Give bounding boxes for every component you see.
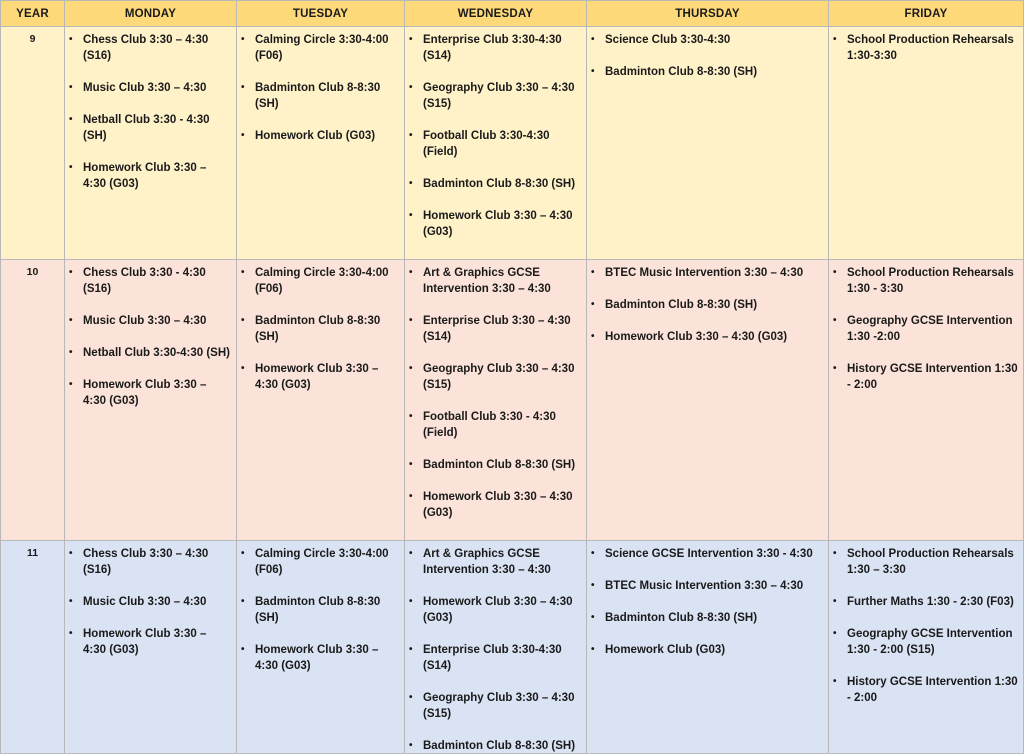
activity-item: • Science GCSE Intervention 3:30 - 4:30 (605, 546, 824, 562)
activity-cell-wednesday (405, 541, 587, 754)
activity-item: • Netball Club 3:30 - 4:30 (SH) (83, 112, 232, 144)
activity-item: • School Production Rehearsals 1:30 – 3:30 (847, 546, 1019, 578)
activity-item: • Badminton Club 8-8:30 (SH) (423, 176, 582, 192)
activity-item: • Football Club 3:30-4:30 (Field) (423, 128, 582, 160)
activity-item: • School Production Rehearsals 1:30 - 3:30 (847, 265, 1019, 297)
activity-cell-friday (829, 27, 1024, 260)
activity-item: • Further Maths 1:30 - 2:30 (F03) (847, 594, 1019, 610)
activity-cell-wednesday (405, 27, 587, 260)
activity-item: • Chess Club 3:30 – 4:30 (S16) (83, 32, 232, 64)
activity-item: • Homework Club 3:30 – 4:30 (G03) (605, 329, 824, 345)
activity-item: • Calming Circle 3:30-4:00 (F06) (255, 546, 400, 578)
activity-item: • Geography GCSE Intervention 1:30 -2:00 (847, 313, 1019, 345)
activity-item: • Badminton Club 8-8:30 (SH) (255, 313, 400, 345)
activity-cell-friday (829, 260, 1024, 541)
activity-item: • Enterprise Club 3:30-4:30 (S14) (423, 32, 582, 64)
activity-cell-monday (65, 27, 237, 260)
year-cell: 9 (0, 27, 65, 260)
activity-cell-monday (65, 260, 237, 541)
header-year: YEAR (0, 0, 65, 27)
activity-item: • Badminton Club 8-8:30 (SH) (423, 738, 582, 754)
activity-item: • Homework Club 3:30 – 4:30 (G03) (255, 361, 400, 393)
activity-cell-thursday (587, 27, 829, 260)
activity-item: • Badminton Club 8-8:30 (SH) (423, 457, 582, 473)
activity-list (829, 541, 1023, 706)
activity-item: • Badminton Club 8-8:30 (SH) (605, 610, 824, 626)
activity-list (587, 260, 828, 345)
activity-item: • Football Club 3:30 - 4:30 (Field) (423, 409, 582, 441)
activity-list (405, 541, 586, 754)
activity-cell-monday (65, 541, 237, 754)
activity-list (237, 541, 404, 674)
activity-item: • Homework Club (G03) (255, 128, 400, 144)
activity-item: • Calming Circle 3:30-4:00 (F06) (255, 265, 400, 297)
activity-cell-friday (829, 541, 1024, 754)
activity-list (587, 27, 828, 80)
activity-item: • Calming Circle 3:30-4:00 (F06) (255, 32, 400, 64)
activity-list (65, 27, 236, 192)
activity-list (65, 541, 236, 658)
activity-item: • BTEC Music Intervention 3:30 – 4:30 (605, 578, 824, 594)
year-cell: 11 (0, 541, 65, 754)
activity-item: • Music Club 3:30 – 4:30 (83, 313, 232, 329)
activity-item: • School Production Rehearsals 1:30-3:30 (847, 32, 1019, 64)
activity-item: • Homework Club 3:30 – 4:30 (G03) (423, 594, 582, 626)
activity-item: • Homework Club 3:30 – 4:30 (G03) (255, 642, 400, 674)
activity-item: • Music Club 3:30 – 4:30 (83, 80, 232, 96)
activity-cell-thursday (587, 541, 829, 754)
activity-cell-tuesday (237, 27, 405, 260)
activity-list (237, 260, 404, 393)
activity-item: • Badminton Club 8-8:30 (SH) (255, 594, 400, 626)
activity-list (405, 260, 586, 521)
activity-item: • Geography GCSE Intervention 1:30 - 2:00 (S15) (847, 626, 1019, 658)
activity-item: • Geography Club 3:30 – 4:30 (S15) (423, 361, 582, 393)
activity-item: • Geography Club 3:30 – 4:30 (S15) (423, 690, 582, 722)
activity-list (829, 27, 1023, 64)
header-tuesday: TUESDAY (237, 0, 405, 27)
activity-item: • Netball Club 3:30-4:30 (SH) (83, 345, 232, 361)
activity-cell-tuesday (237, 541, 405, 754)
activity-cell-wednesday (405, 260, 587, 541)
activity-item: • BTEC Music Intervention 3:30 – 4:30 (605, 265, 824, 281)
activity-item: • Science Club 3:30-4:30 (605, 32, 824, 48)
activity-item: • Homework Club (G03) (605, 642, 824, 658)
activity-cell-tuesday (237, 260, 405, 541)
activity-item: • History GCSE Intervention 1:30 - 2:00 (847, 361, 1019, 393)
activity-item: • Badminton Club 8-8:30 (SH) (605, 297, 824, 313)
activity-item: • Music Club 3:30 – 4:30 (83, 594, 232, 610)
header-thursday: THURSDAY (587, 0, 829, 27)
header-wednesday: WEDNESDAY (405, 0, 587, 27)
header-monday: MONDAY (65, 0, 237, 27)
activity-list (237, 27, 404, 144)
activity-item: • Geography Club 3:30 – 4:30 (S15) (423, 80, 582, 112)
year-cell: 10 (0, 260, 65, 541)
activity-item: • Homework Club 3:30 – 4:30 (G03) (83, 160, 232, 192)
activity-item: • Art & Graphics GCSE Intervention 3:30 – 4:30 (423, 265, 582, 297)
activity-list (829, 260, 1023, 393)
activity-list (65, 260, 236, 409)
activity-item: • Homework Club 3:30 – 4:30 (G03) (423, 489, 582, 521)
activity-item: • Homework Club 3:30 – 4:30 (G03) (423, 208, 582, 240)
activity-item: • History GCSE Intervention 1:30 - 2:00 (847, 674, 1019, 706)
activity-item: • Enterprise Club 3:30-4:30 (S14) (423, 642, 582, 674)
activity-cell-thursday (587, 260, 829, 541)
activity-item: • Art & Graphics GCSE Intervention 3:30 – 4:30 (423, 546, 582, 578)
activity-list (405, 27, 586, 240)
header-friday: FRIDAY (829, 0, 1024, 27)
activity-item: • Chess Club 3:30 – 4:30 (S16) (83, 546, 232, 578)
activity-item: • Homework Club 3:30 – 4:30 (G03) (83, 377, 232, 409)
activity-item: • Badminton Club 8-8:30 (SH) (605, 64, 824, 80)
activity-item: • Homework Club 3:30 – 4:30 (G03) (83, 626, 232, 658)
activity-list (587, 541, 828, 658)
activity-item: • Badminton Club 8-8:30 (SH) (255, 80, 400, 112)
activity-item: • Enterprise Club 3:30 – 4:30 (S14) (423, 313, 582, 345)
activity-item: • Chess Club 3:30 - 4:30 (S16) (83, 265, 232, 297)
